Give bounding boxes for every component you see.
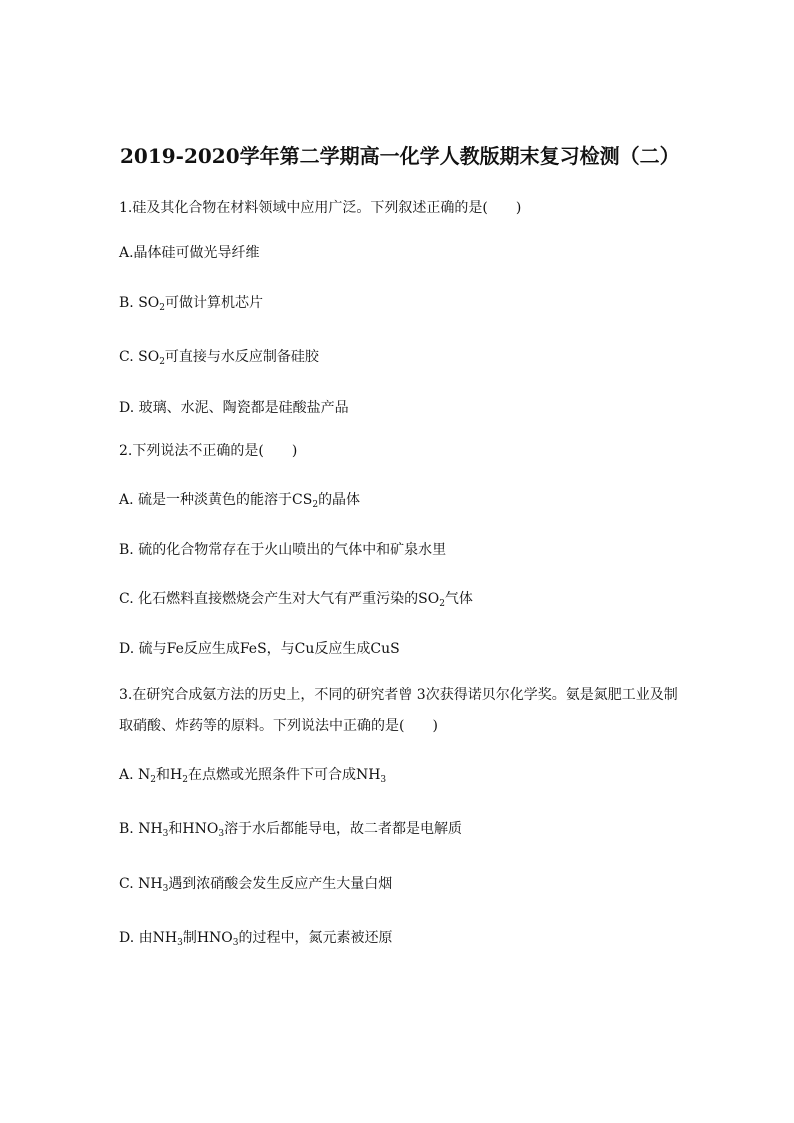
q3-d-sub-1: 3 (177, 938, 183, 948)
q1-stem: 1.硅及其化合物在材料领域中应用广泛。下列叙述正确的是( ) (119, 200, 522, 216)
q3-c-text-2: 遇到浓硝酸会发生反应产生大量白烟 (168, 876, 393, 892)
q3-c-text-1: C. NH (119, 876, 163, 892)
q2-a-rest: 的晶体 (318, 492, 361, 508)
q3-b-text-3: 溶于水后都能导电，故二者都是电解质 (224, 821, 463, 837)
q3-b-sub-2: 3 (218, 829, 225, 839)
q3-option-c (119, 873, 392, 893)
q3-d-text-1: D. 由NH (119, 930, 178, 946)
q1-c-subscript: 2 (159, 357, 165, 367)
q3-a-text-3: 在点燃或光照条件下可合成NH (187, 767, 381, 783)
q2-c-text: C. 化石燃料直接燃烧会产生对大气有严重污染的SO (119, 591, 440, 607)
q2-stem: 2.下列说法不正确的是( ) (119, 443, 298, 459)
q3-b-sub-1: 3 (162, 829, 169, 839)
q3-a-text-1: A. N (119, 767, 151, 783)
q2-c-rest: 气体 (444, 591, 473, 607)
q1-option-c (119, 346, 319, 366)
q2-option-b: B. 硫的化合物常存在于火山喷出的气体中和矿泉水里 (119, 542, 447, 558)
q3-a-text-2: 和H (156, 767, 183, 783)
q3-option-b (119, 818, 462, 838)
q3-option-a (119, 764, 386, 784)
q1-option-d: D. 玻璃、水泥、陶瓷都是硅酸盐产品 (119, 400, 349, 416)
q2-option-d: D. 硫与Fe反应生成FeS，与Cu反应生成CuS (119, 641, 400, 657)
page-title: 2019-2020学年第二学期高一化学人教版期末复习检测（二） (120, 144, 680, 168)
q3-d-text-3: 的过程中，氮元素被还原 (238, 930, 393, 946)
q1-b-text: B. SO (119, 295, 160, 311)
q1-b-subscript: 2 (159, 303, 165, 313)
q3-a-sub-3: 3 (380, 775, 387, 785)
q3-b-text-2: 和HNO (168, 821, 219, 837)
q3-d-text-2: 制HNO (182, 930, 233, 946)
q3-c-sub-1: 3 (162, 884, 169, 894)
q3-a-sub-2: 2 (182, 775, 188, 785)
q2-c-subscript: 2 (439, 599, 445, 609)
q1-option-b (119, 292, 263, 312)
q3-a-sub-1: 2 (150, 775, 156, 785)
q3-stem-line2: 取硝酸、炸药等的原料。下列说法中正确的是( ) (119, 718, 438, 734)
q2-option-c (119, 588, 473, 608)
q3-d-sub-2: 3 (232, 938, 239, 948)
q1-b-rest: 可做计算机芯片 (165, 295, 263, 311)
q1-option-a: A.晶体硅可做光导纤维 (119, 245, 260, 261)
q1-c-rest: 可直接与水反应制备硅胶 (164, 349, 319, 365)
q3-option-d (119, 927, 393, 947)
q3-stem-line1: 3.在研究合成氨方法的历史上，不同的研究者曾 3次获得诺贝尔化学奖。氨是氮肥工业及制 (119, 687, 678, 703)
q2-a-text: A. 硫是一种淡黄色的能溶于CS (119, 492, 313, 508)
q1-c-text: C. SO (119, 349, 160, 365)
q2-a-subscript: 2 (312, 500, 319, 510)
q2-option-a (119, 489, 360, 509)
q3-b-text-1: B. NH (119, 821, 163, 837)
